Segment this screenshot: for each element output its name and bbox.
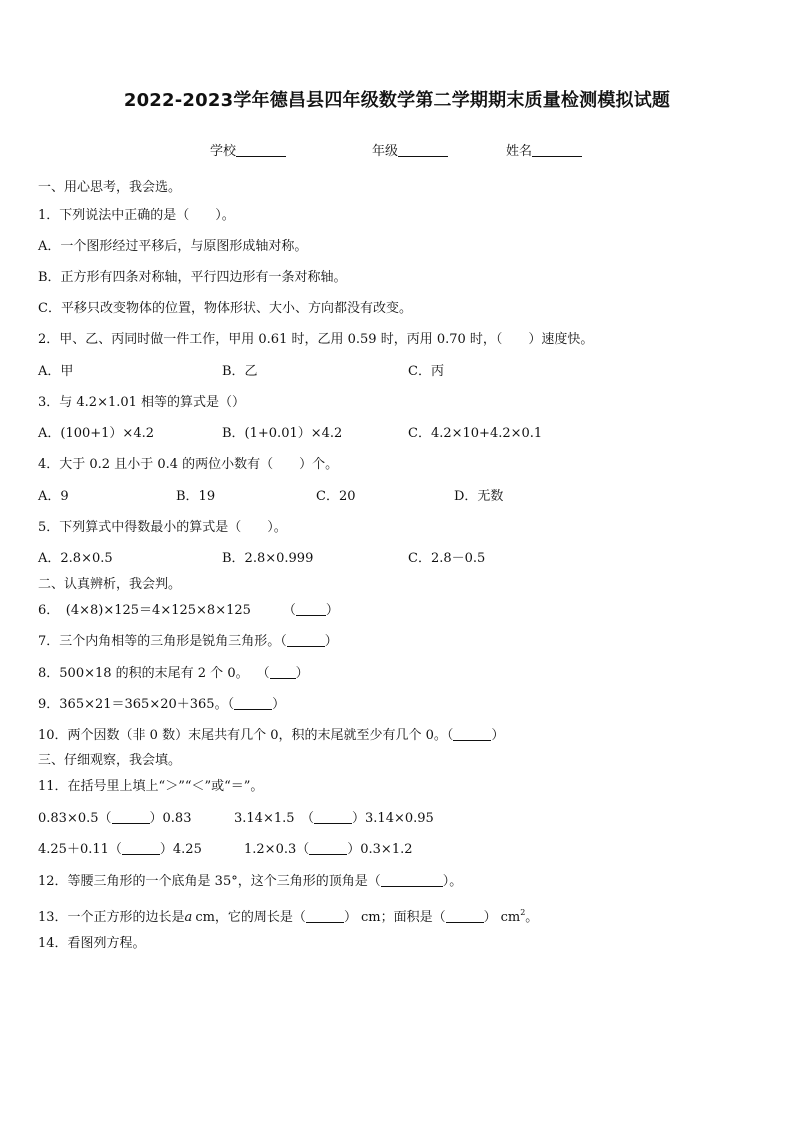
q9-answer-blank[interactable] (234, 697, 272, 710)
q1-option-b[interactable]: B．正方形有四条对称轴，平行四边形有一条对称轴。 (38, 270, 347, 285)
q9-open-paren: （ (227, 697, 235, 712)
q7-close-paren: ） (324, 634, 338, 649)
q10-text: 10．两个因数（非 0 数）末尾共有几个 0，积的末尾就至少有几个 0。 (38, 728, 447, 743)
q3-option-a[interactable]: A．(100+1）×4.2 (38, 426, 155, 441)
q7-answer-blank[interactable] (287, 634, 325, 647)
q3-stem: 3．与 4.2×1.01 相等的算式是（） (38, 395, 246, 410)
q4-option-c[interactable]: C．20 (316, 489, 356, 504)
q11-r1b-blank[interactable] (314, 811, 352, 824)
q6-answer-blank[interactable] (296, 603, 326, 616)
q11-r1a-blank[interactable] (112, 811, 150, 824)
q11-r1b-left-text: 3.14×1.5 （ (234, 811, 315, 826)
q11-r2b-left-text: 1.2×0.3（ (244, 842, 310, 857)
q14-stem: 14．看图列方程。 (38, 936, 146, 951)
q13-variable: a (184, 910, 193, 925)
q11-r2a-blank[interactable] (122, 842, 160, 855)
q13-unit-3: cm (500, 910, 521, 925)
q11-r2a-left-text: 4.25＋0.11（ (38, 842, 122, 857)
q5-option-a[interactable]: A．2.8×0.5 (38, 551, 113, 566)
q7 (38, 634, 338, 650)
q9-text: 9．365×21＝365×20＋365。 (38, 697, 228, 712)
q11-r1a-right-text: ）0.83 (149, 811, 192, 826)
q4-option-d[interactable]: D．无数 (454, 489, 504, 504)
q1-option-c[interactable]: C．平移只改变物体的位置，物体形状、大小、方向都没有改变。 (38, 301, 412, 316)
q7-text: 7．三个内角相等的三角形是锐角三角形。 (38, 634, 281, 649)
grade-field (372, 140, 448, 159)
q4-option-a[interactable]: A．9 (38, 489, 69, 504)
school-field (210, 140, 286, 159)
q10 (38, 728, 504, 744)
q13-text-4: ；面积是（ (380, 910, 446, 925)
q2-option-a[interactable]: A．甲 (38, 364, 74, 379)
q13-exponent: 2 (520, 908, 526, 917)
q9-close-paren: ） (272, 697, 286, 712)
q3-option-b[interactable]: B．(1+0.01）×4.2 (222, 426, 343, 441)
q8 (38, 666, 309, 682)
q13 (38, 905, 538, 926)
grade-blank[interactable] (398, 144, 448, 157)
section-3-heading: 三、仔细观察，我会填。 (38, 753, 182, 768)
q13-text-3: ） (343, 910, 357, 925)
q8-close-paren: ） (295, 666, 309, 681)
q13-area-blank[interactable] (446, 910, 484, 923)
q11-stem: 11．在括号里上填上“＞”“＜”或“＝”。 (38, 779, 264, 794)
q8-open-paren: （ (256, 666, 270, 681)
q5-option-b[interactable]: B．2.8×0.999 (222, 551, 314, 566)
q9 (38, 697, 285, 713)
q11-r1b-right-text: ）3.14×0.95 (352, 811, 434, 826)
q6-text: 6． (4×8)×125＝4×125×8×125 (38, 603, 251, 618)
page-title: 2022-2023学年德昌县四年级数学第二学期期末质量检测模拟试题 (123, 90, 671, 111)
q11-row1-right (234, 811, 434, 827)
q5-stem: 5．下列算式中得数最小的算式是（ ）。 (38, 520, 287, 535)
q2-option-c[interactable]: C．丙 (408, 364, 444, 379)
name-field (506, 140, 582, 159)
school-blank[interactable] (236, 144, 286, 157)
name-blank[interactable] (532, 144, 582, 157)
q8-text: 8．500×18 的积的末尾有 2 个 0。 (38, 666, 249, 681)
school-label: 学校 (210, 144, 237, 159)
q1-option-a[interactable]: A．一个图形经过平移后，与原图形成轴对称。 (38, 239, 308, 254)
q11-row2-left (38, 842, 202, 858)
q12 (38, 874, 462, 890)
q2-stem: 2．甲、乙、丙同时做一件工作，甲用 0.61 时，乙用 0.59 时，丙用 0.70 时，（ ）速度快。 (38, 332, 594, 347)
q10-open-paren: （ (446, 728, 454, 743)
q11-r2a-right-text: ）4.25 (159, 842, 202, 857)
q13-text-1: 13．一个正方形的边长是 (38, 910, 185, 925)
q12-right-text: ）。 (442, 874, 463, 889)
q13-perimeter-blank[interactable] (306, 910, 344, 923)
q11-row2-right (244, 842, 413, 858)
q13-unit-2: cm (360, 910, 381, 925)
q13-text-5: ） (483, 910, 497, 925)
q6-open-paren: （ (282, 603, 296, 618)
q11-r2b-right-text: ）0.3×1.2 (347, 842, 413, 857)
q11-r2b-blank[interactable] (309, 842, 347, 855)
q7-open-paren: （ (280, 634, 287, 649)
q6 (38, 603, 339, 619)
q13-text-2: ，它的周长是（ (214, 910, 306, 925)
q12-answer-blank[interactable] (381, 874, 443, 887)
q8-answer-blank[interactable] (270, 666, 296, 679)
q13-text-6: 。 (525, 910, 539, 925)
q4-stem: 4．大于 0.2 且小于 0.4 的两位小数有（ ）个。 (38, 457, 339, 472)
q11-r1a-left-text: 0.83×0.5（ (38, 811, 112, 826)
q10-close-paren: ） (491, 728, 505, 743)
q10-answer-blank[interactable] (453, 728, 491, 741)
q5-option-c[interactable]: C．2.8－0.5 (408, 551, 486, 566)
q3-option-c[interactable]: C．4.2×10+4.2×0.1 (408, 426, 543, 441)
grade-label: 年级 (372, 144, 399, 159)
q6-close-paren: ） (325, 603, 339, 618)
section-1-heading: 一、用心思考，我会选。 (38, 180, 182, 195)
q1-stem: 1．下列说法中正确的是（ ）。 (38, 208, 235, 223)
name-label: 姓名 (506, 144, 533, 159)
q4-option-b[interactable]: B．19 (176, 489, 216, 504)
q12-left-text: 12．等腰三角形的一个底角是 35°，这个三角形的顶角是（ (38, 874, 381, 889)
q11-row1-left (38, 811, 191, 827)
section-2-heading: 二、认真辨析，我会判。 (38, 577, 182, 592)
q13-unit: cm (195, 910, 215, 925)
q2-option-b[interactable]: B．乙 (222, 364, 258, 379)
